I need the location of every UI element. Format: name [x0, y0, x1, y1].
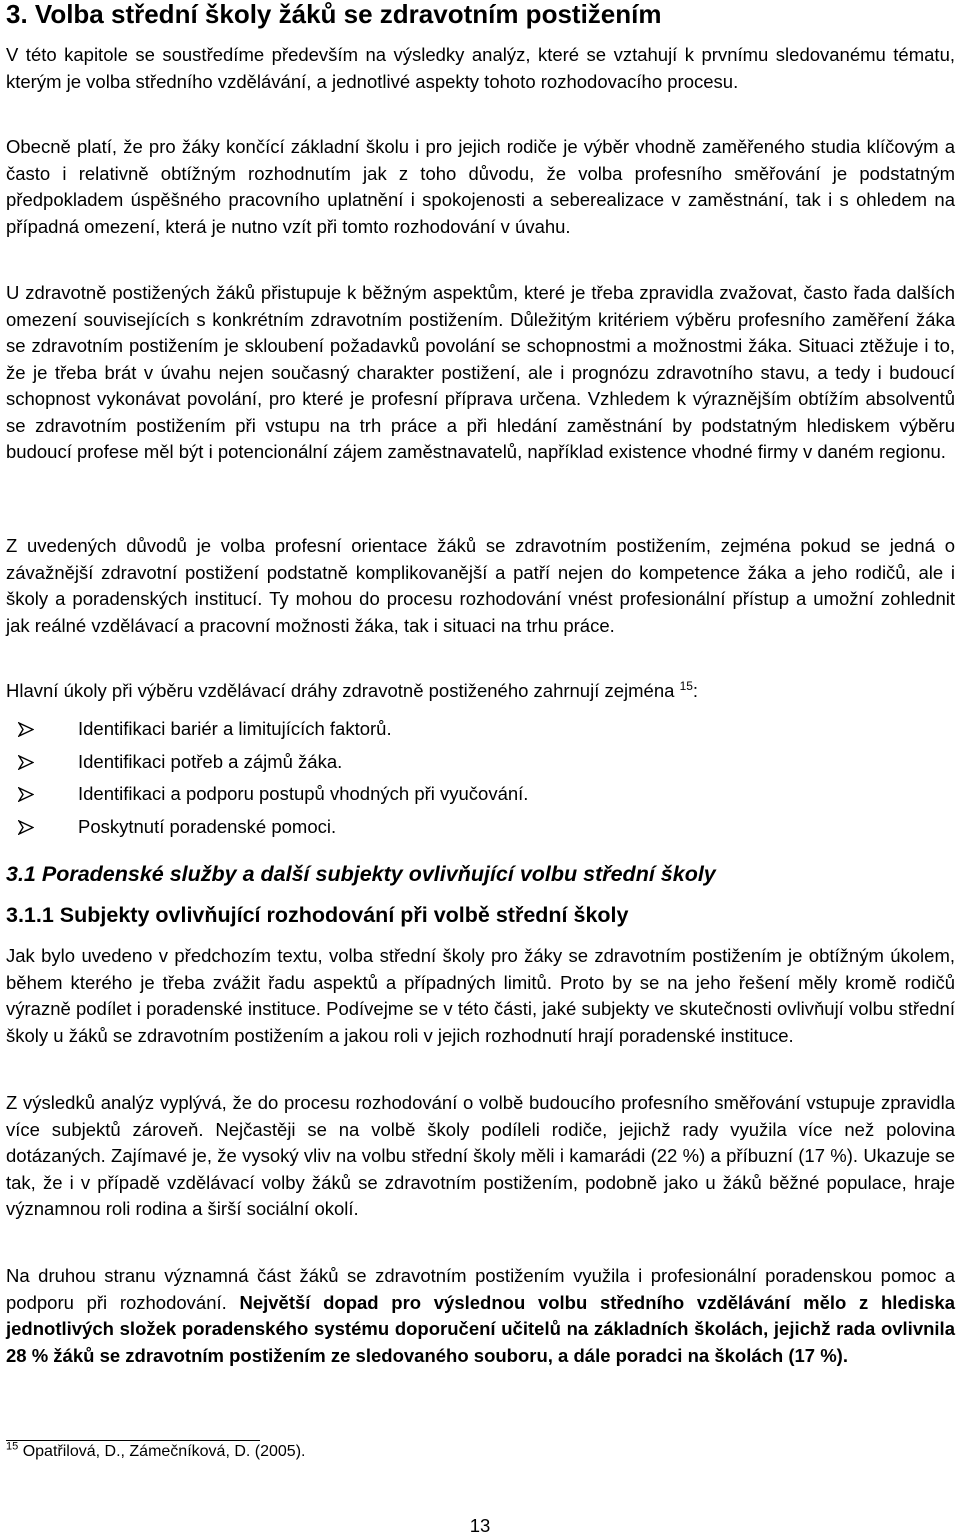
footnote-divider: [6, 1440, 260, 1441]
tasks-intro-text: Hlavní úkoly při výběru vzdělávací dráhy zdravotně postiženého zahrnují zejména: [6, 680, 675, 701]
tasks-intro-colon: :: [692, 680, 699, 701]
footnote-reference: 15: [679, 678, 693, 693]
arrow-bullet-icon: [18, 722, 34, 737]
page-number: 13: [469, 1515, 491, 1536]
list-item: [6, 811, 955, 844]
reasons-paragraph: Z uvedených důvodů je volba profesní orientace žáků se zdravotním postižením, zejména pokud se jedná o závažnější zdravotní postižení podstatně komplikovanější a patří nejen do kompetence žáka a jeho rodičů, ale i školy a poradenských institucí. Ty mohou do procesu rozhodování vnést profesionální přístup a umožní zohlednit jak reálné vzdělávací a pracovní možnosti žáka, tak i situaci na trhu práce.: [6, 535, 955, 636]
list-item-label: Poskytnutí poradenské pomoci.: [78, 815, 337, 837]
list-item: [6, 746, 955, 779]
arrow-bullet-icon: [18, 820, 34, 835]
tasks-list: [6, 713, 955, 843]
mentioned-paragraph: Jak bylo uvedeno v předchozím textu, volba střední školy pro žáky se zdravotním postižením je obtížným úkolem, během kterého je třeba zvážit řadu aspektů a případných limitů. Proto by se na jeho řešení měly kromě rodičů výrazně podílet i poradenské instituce. Podívejme se v této části, jaké subjekty ve skutečnosti ovlivňují volbu střední školy u žáků se zdravotním postižením a jakou roli v jejich rozhodnutí hrají poradenské instituce.: [6, 945, 955, 1046]
results-paragraph: Z výsledků analýz vyplývá, že do procesu rozhodování o volbě budoucího profesního směřování vstupuje zpravidla více subjektů zároveň. Nejčastěji se na volbě školy podíleli rodiče, jejichž rady využila více než polovina dotázaných. Zajímavé je, že vysoký vliv na volbu střední školy měli i kamarádi (22 %) a příbuzní (17 %). Ukazuje se tak, že i v případě vzdělávací volby žáků se zdravotním postižením, podobně jako u žáků běžné populace, hraje významnou roli rodina a širší sociální okolí.: [6, 1092, 955, 1219]
list-item-label: Identifikaci a podporu postupů vhodných při vyučování.: [78, 783, 529, 804]
health-paragraph: U zdravotně postižených žáků přistupuje k běžným aspektům, které je třeba zpravidla zvažovat, často řada dalších omezení souvisejících s konkrétním zdravotním postižením. Důležitým kritériem výběru profesního zaměření žáka se zdravotním postižením je skloubení požadavků povolání se schopnostmi a možnostmi žáka. Situaci ztěžuje i to, že je třeba brát v úvahu nejen současný charakter postižení, ale i prognózu zdravotního stavu, a tedy i budoucí schopnost vykonávat povolání, pro které je profesní příprava určena. Vzhledem k výraznějším obtížím absolventů se zdravotním postižením při vstupu na trh práce a při hledání zaměstnání by podstatným hlediskem výběru budoucí profese měl být i potencionální zájem zaměstnavatelů, například existence vhodné firmy v daném regionu.: [6, 282, 955, 462]
footnote-number: 15: [6, 1440, 19, 1453]
intro-paragraph: V této kapitole se soustředíme především na výsledky analýz, které se vztahují k prvnímu sledovanému tématu, kterým je volba středního vzdělávání, a jednotlivé aspekty tohoto rozhodovacího procesu.: [6, 44, 955, 92]
subsection-heading: 3.1.1 Subjekty ovlivňující rozhodování při volbě střední školy: [6, 903, 629, 927]
footnote: [6, 1440, 306, 1461]
other-paragraph-text: Na druhou stranu významná část žáků se zdravotním postižením využila i profesionální poradenskou pomoc a podporu při rozhodování.: [6, 1265, 955, 1313]
list-item: [6, 713, 955, 746]
general-paragraph: Obecně platí, že pro žáky končící základní školu i pro jejich rodiče je výběr vhodně zaměřeného studia klíčovým a často i relativně obtížným rozhodnutím jak z toho důvodu, že volba profesního směřování je podstatným předpokladem úspěšného pracovního uplatnění i spokojenosti a seberealizace v zaměstnání, tak i s ohledem na případná omezení, která je nutno vzít při tomto rozhodování v úvahu.: [6, 136, 955, 237]
chapter-heading: 3. Volba střední školy žáků se zdravotním postižením: [6, 0, 662, 29]
footnote-text: Opatřilová, D., Zámečníková, D. (2005).: [22, 1443, 306, 1460]
arrow-bullet-icon: [18, 787, 34, 802]
tasks-intro: [6, 678, 955, 705]
section-heading: 3.1 Poradenské služby a další subjekty ovlivňující volbu střední školy: [6, 862, 716, 886]
other-paragraph: [6, 1263, 955, 1369]
list-item: [6, 778, 955, 811]
list-item-label: Identifikaci bariér a limitujících faktorů.: [78, 718, 392, 739]
list-item-label: Identifikaci potřeb a zájmů žáka.: [78, 750, 343, 772]
other-paragraph-emphasis: Největší dopad pro výslednou volbu středního vzdělávání mělo z hlediska jednotlivých složek poradenského systému doporučení učitelů na základních školách, jejichž rada ovlivnila 28 % žáků se zdravotním postižením ze sledovaného souboru, a dále poradci na školách (17 %).: [6, 1291, 955, 1366]
arrow-bullet-icon: [18, 755, 34, 770]
